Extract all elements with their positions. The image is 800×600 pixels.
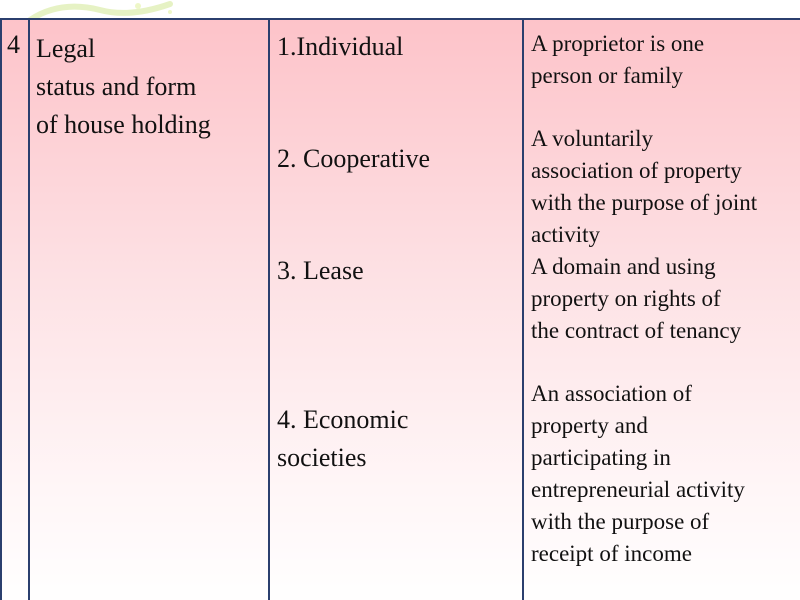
- description-line: participating in: [531, 445, 671, 470]
- description-line: receipt of income: [531, 541, 692, 566]
- description-line: the contract of tenancy: [531, 318, 742, 343]
- description-line: entrepreneurial activity: [531, 477, 745, 502]
- description-line: person or family: [531, 63, 684, 88]
- form-item-label: 3. Lease: [277, 256, 364, 285]
- form-item: [277, 140, 430, 178]
- category-label: [36, 30, 211, 144]
- description-line: property and: [531, 413, 648, 438]
- description-block: [531, 251, 741, 347]
- description-line: activity: [531, 222, 600, 247]
- description-line: association of property: [531, 158, 742, 183]
- form-item: [277, 252, 364, 290]
- description-line: A proprietor is one: [531, 31, 705, 56]
- forms-table: [0, 18, 800, 600]
- row-number: 4: [7, 30, 20, 59]
- form-item-label: 2. Cooperative: [277, 144, 431, 173]
- category-cell: [29, 19, 269, 600]
- description-line: An association of: [531, 381, 692, 406]
- description-block: [531, 378, 745, 570]
- form-item: [277, 28, 403, 66]
- category-line: of house holding: [36, 110, 211, 139]
- description-line: with the purpose of joint: [531, 190, 758, 215]
- category-line: Legal: [36, 34, 96, 63]
- description-block: [531, 28, 704, 92]
- description-line: A voluntarily: [531, 126, 654, 151]
- description-line: with the purpose of: [531, 509, 710, 534]
- description-block: [531, 123, 757, 251]
- form-item-label: 1.Individual: [277, 32, 404, 61]
- category-line: status and form: [36, 72, 197, 101]
- description-line: A domain and using: [531, 254, 716, 279]
- form-item-label: 4. Economic: [277, 405, 409, 434]
- description-line: property on rights of: [531, 286, 721, 311]
- form-item-label: societies: [277, 443, 367, 472]
- form-item: [277, 401, 408, 477]
- table-row: [1, 19, 800, 600]
- descriptions-cell: [523, 19, 800, 600]
- row-number-cell: [1, 19, 29, 600]
- forms-cell: [269, 19, 523, 600]
